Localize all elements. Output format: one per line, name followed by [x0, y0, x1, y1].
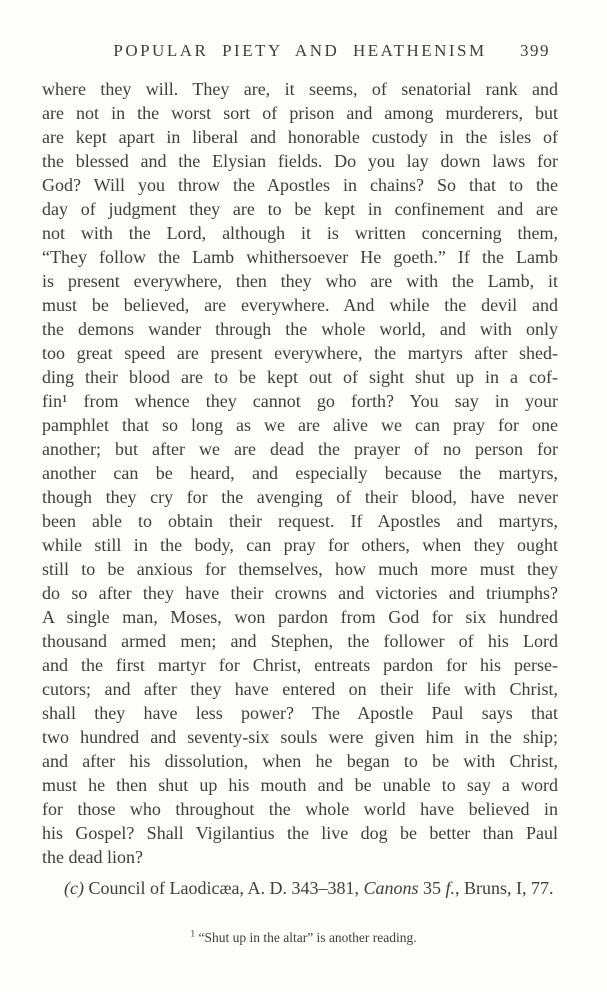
- body-text-line: and the first martyr for Christ, entreats pardon for his perse-: [42, 655, 558, 675]
- body-text-line: too great speed are present everywhere, the martyrs after shed-: [42, 343, 558, 363]
- body-text-line: still to be anxious for themselves, how much more must they: [42, 559, 558, 579]
- body-text-line: pamphlet that so long as we are alive we can pray for one: [42, 415, 558, 435]
- citation-item-marker: (c): [64, 878, 84, 898]
- body-paragraph: [42, 77, 558, 869]
- body-text-line: while still in the body, can pray for others, when they ought: [42, 535, 558, 555]
- running-title: POPULAR PIETY AND HEATHENISM: [113, 41, 487, 60]
- page-header: [42, 41, 558, 61]
- citation-paragraph: [42, 876, 558, 901]
- body-text-line: been able to obtain their request. If Apostles and martyrs,: [42, 511, 558, 531]
- body-text-line: thousand armed men; and Stephen, the follower of his Lord: [42, 631, 558, 651]
- body-text-line: the dead lion?: [42, 847, 143, 867]
- body-text-line: the demons wander through the whole world, and with only: [42, 319, 558, 339]
- citation-text-segment: 35: [418, 878, 446, 898]
- citation-work-title: Canons: [363, 878, 419, 898]
- body-text-line: the blessed and the Elysian fields. Do you lay down laws for: [42, 151, 558, 171]
- body-text-line: shall they have less power? The Apostle Paul says that: [42, 703, 558, 723]
- body-text-line: where they will. They are, it seems, of senatorial rank and: [42, 79, 558, 99]
- footnote-text: “Shut up in the altar” is another reading.: [198, 930, 417, 945]
- body-text-line: another can be heard, and especially because the martyrs,: [42, 463, 558, 483]
- body-text-line: though they cry for the avenging of their blood, have never: [42, 487, 558, 507]
- page-number: 399: [520, 41, 550, 60]
- body-text-line: must be believed, are everywhere. And while the devil and: [42, 295, 558, 315]
- footnote-marker: 1: [190, 929, 196, 940]
- body-text-line: and after his dissolution, when he began to be with Christ,: [42, 751, 558, 771]
- body-text-line: is present everywhere, then they who are with the Lamb, it: [42, 271, 558, 291]
- body-text-line: two hundred and seventy-six souls were given him in the ship;: [42, 727, 558, 747]
- body-text-line: do so after they have their crowns and victories and triumphs?: [42, 583, 558, 603]
- body-text-line: ding their blood are to be kept out of sight shut up in a cof-: [42, 367, 558, 387]
- body-text-line: are kept apart in liberal and honorable custody in the isles of: [42, 127, 558, 147]
- body-text-line: not with the Lord, although it is written concerning them,: [42, 223, 558, 243]
- body-text-line: fin¹ from whence they cannot go forth? You say in your: [42, 391, 558, 411]
- citation-text-segment: Council of Laodicæa, A. D. 343–381,: [83, 878, 364, 898]
- footnote: [0, 929, 607, 946]
- body-text-line: “They follow the Lamb whithersoever He goeth.” If the Lamb: [42, 247, 558, 267]
- body-text-line: for those who throughout the whole world have believed in: [42, 799, 558, 819]
- citation-text-segment: , Bruns, I, 77.: [454, 878, 554, 898]
- body-text-line: his Gospel? Shall Vigilantius the live dog be better than Paul: [42, 823, 558, 843]
- body-text-line: cutors; and after they have entered on their life with Christ,: [42, 679, 558, 699]
- citation-ff-abbrev: f.: [445, 878, 455, 898]
- body-text-line: day of judgment they are to be kept in confinement and are: [42, 199, 558, 219]
- body-text-line: God? Will you throw the Apostles in chains? So that to the: [42, 175, 558, 195]
- body-text-line: must he then shut up his mouth and be unable to say a word: [42, 775, 558, 795]
- body-text-line: A single man, Moses, won pardon from God for six hundred: [42, 607, 558, 627]
- body-text-line: are not in the worst sort of prison and among murderers, but: [42, 103, 558, 123]
- body-text-line: another; but after we are dead the prayer of no person for: [42, 439, 558, 459]
